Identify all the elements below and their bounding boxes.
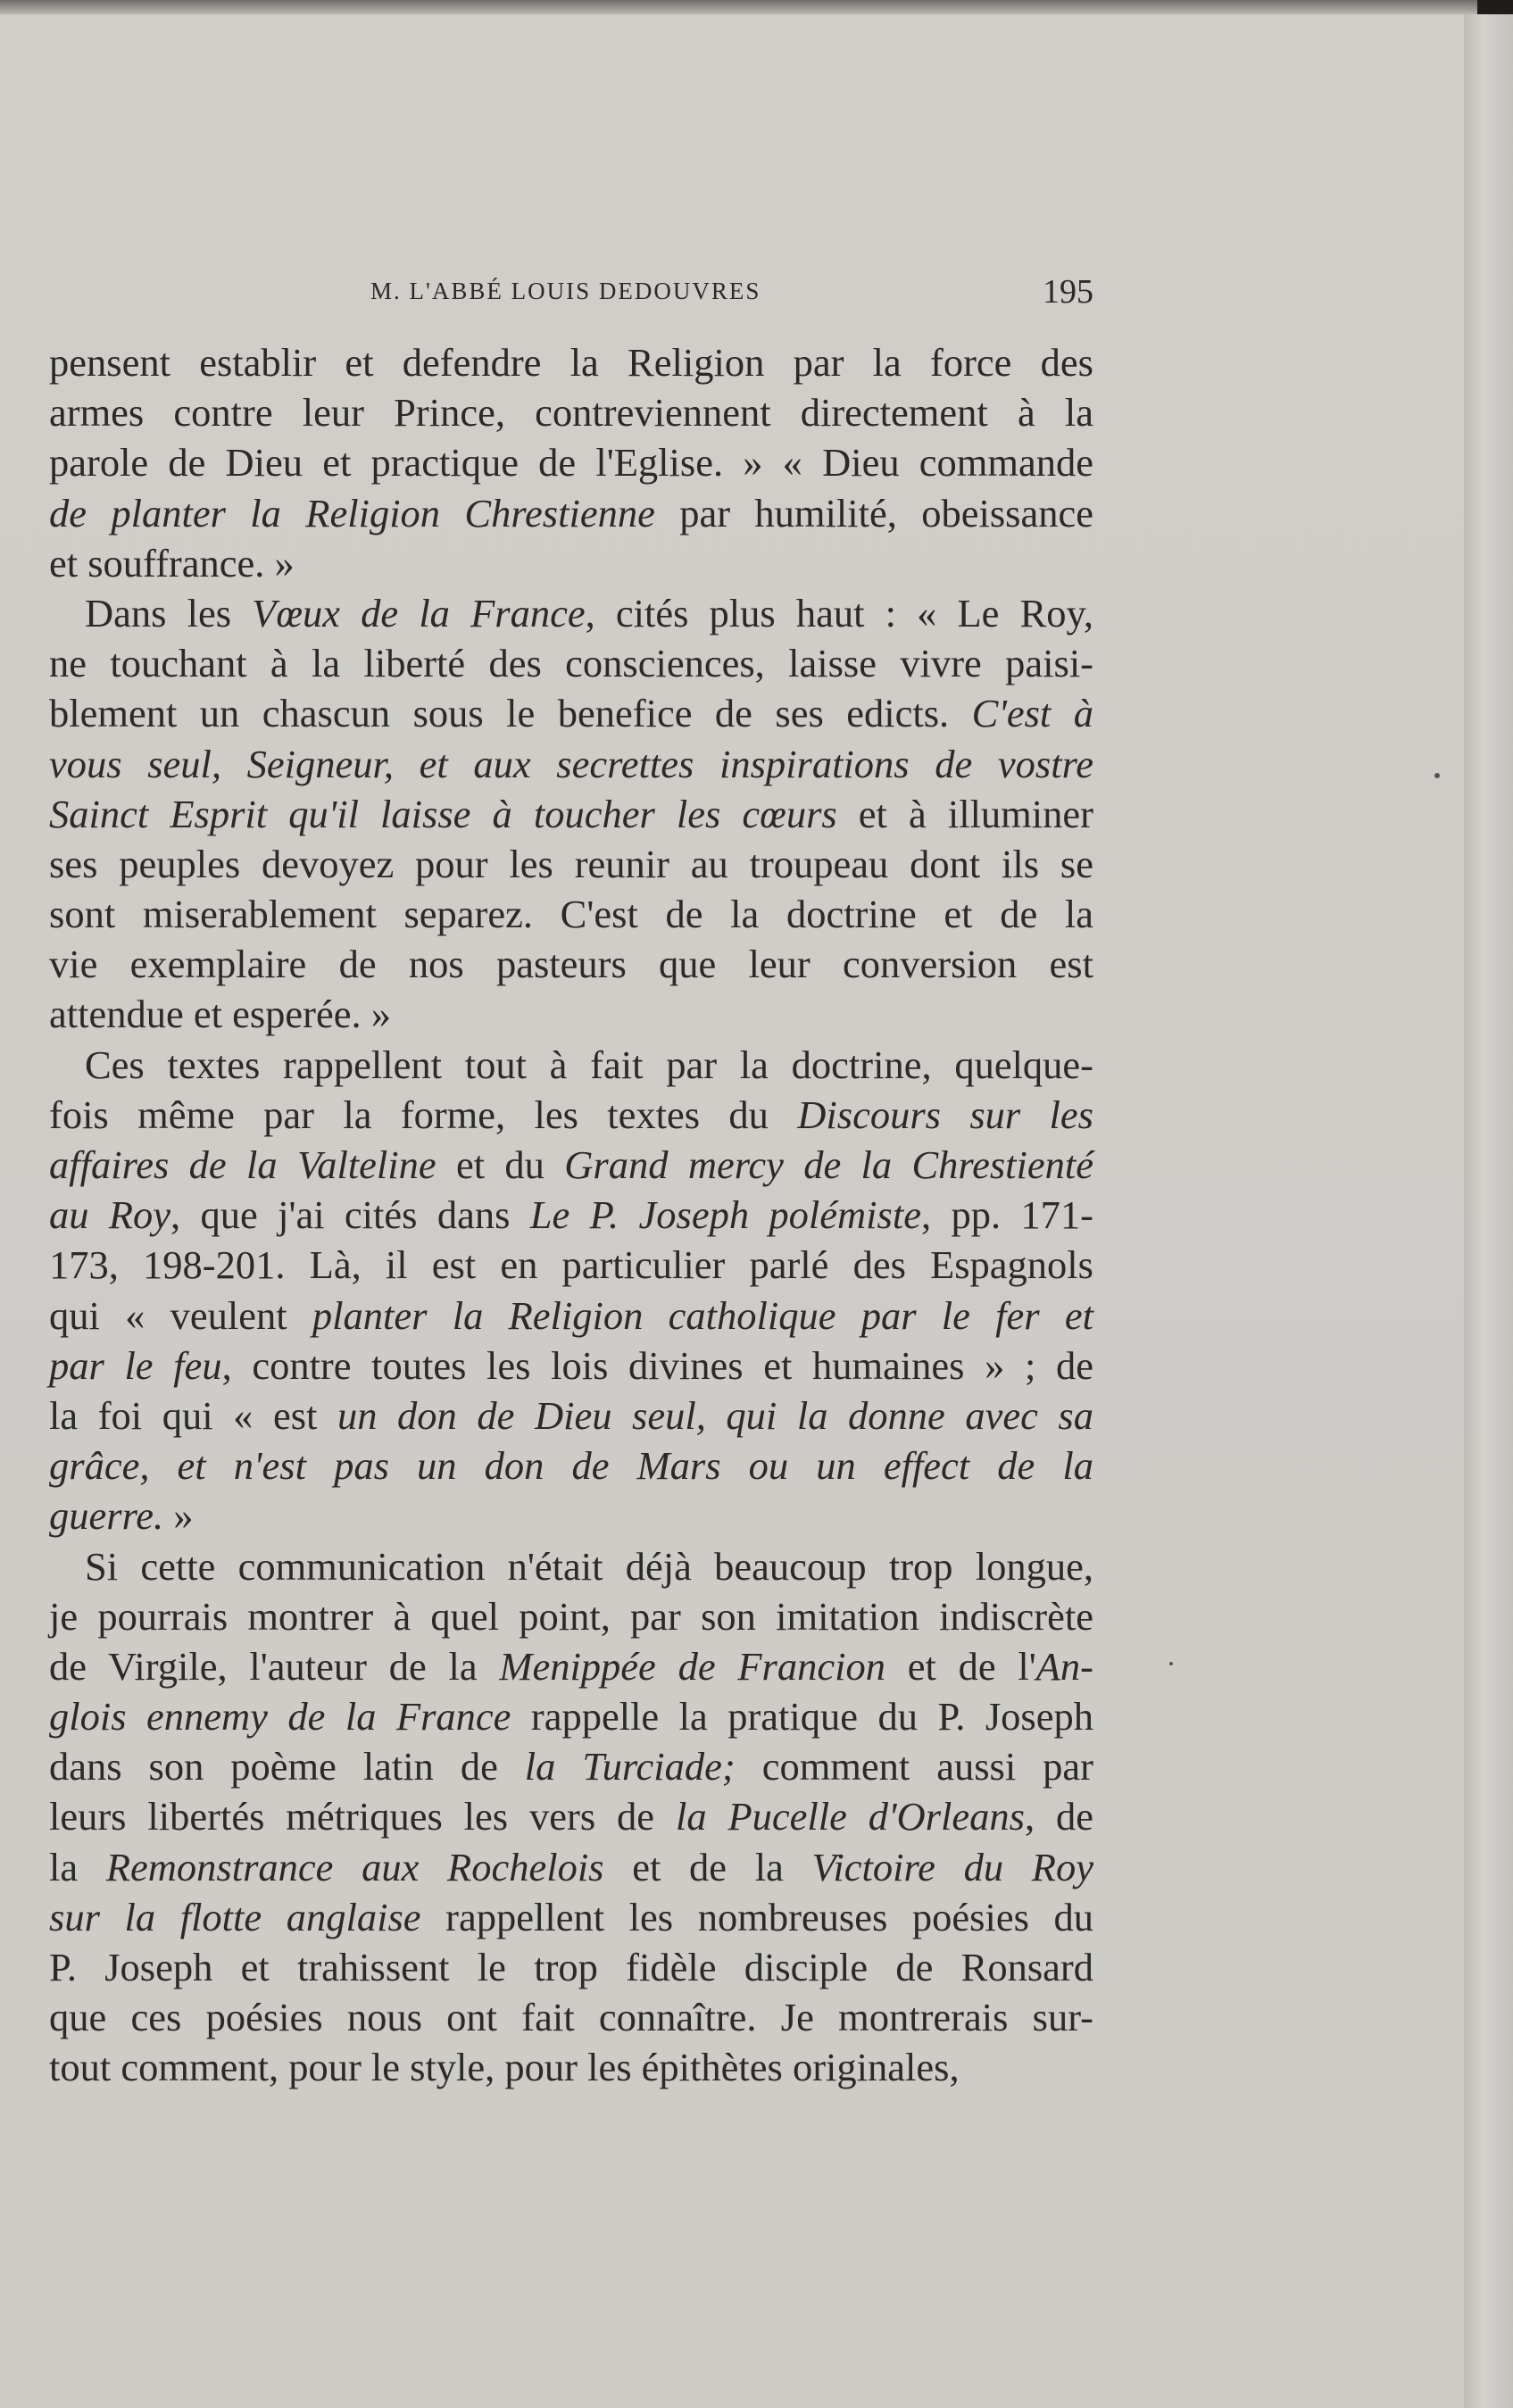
text-run: et de l'	[885, 1643, 1036, 1689]
text-line	[49, 588, 1093, 638]
text-run: parole de Dieu et practique de l'Eglise. » « Dieu commande	[49, 440, 1093, 486]
text-line	[49, 1090, 1093, 1140]
text-run: , que j'ai cités dans	[170, 1192, 530, 1238]
text-line	[49, 839, 1093, 889]
italic-text: la Pucelle d'Orleans	[675, 1794, 1025, 1839]
text-run: leurs libertés métriques les vers de	[49, 1794, 676, 1839]
italic-text: vous seul, Seigneur, et aux secrettes inspirations de vostre	[49, 741, 1093, 786]
text-run: comment aussi par	[735, 1744, 1093, 1789]
text-run: la	[49, 1844, 106, 1889]
text-run: et de la	[603, 1844, 812, 1889]
text-run: de Virgile, l'auteur de la	[49, 1643, 500, 1689]
text-line	[49, 1140, 1093, 1190]
text-run: armes contre leur Prince, contreviennent directement à la	[49, 390, 1093, 436]
text-line	[49, 488, 1093, 538]
text-line	[49, 1291, 1093, 1341]
text-run: ne touchant à la liberté des consciences, laisse vivre paisi-	[49, 641, 1093, 686]
italic-text: de planter la Religion Chrestienne	[49, 490, 655, 536]
text-run: dans son poème latin de	[49, 1744, 525, 1789]
italic-text: sur la flotte anglaise	[49, 1894, 421, 1939]
italic-text: la Turciade;	[524, 1744, 736, 1789]
text-line	[49, 638, 1093, 688]
text-run: qui « veulent	[49, 1292, 312, 1338]
text-line	[49, 688, 1093, 738]
page-edge	[1464, 0, 1513, 2408]
text-run: attendue et esperée. »	[49, 992, 391, 1037]
text-line	[49, 739, 1093, 789]
italic-text: Menippée de Francion	[499, 1643, 885, 1689]
text-run: Dans les	[85, 590, 253, 635]
italic-text: glois ennemy de la France	[49, 1694, 511, 1740]
text-line	[49, 1240, 1093, 1290]
scan-corner	[1477, 0, 1513, 14]
text-line	[49, 1541, 1093, 1591]
text-line	[49, 437, 1093, 487]
text-line	[49, 1591, 1093, 1641]
italic-text: planter la Religion catholique par le fer et	[312, 1292, 1093, 1338]
text-run: pensent establir et defendre la Religion par la force des	[49, 340, 1093, 385]
italic-text: grâce, et n'est pas un don de Mars ou un effect de la	[49, 1443, 1093, 1489]
page-number: 195	[1043, 273, 1093, 311]
text-line	[49, 1741, 1093, 1791]
italic-text: An-	[1035, 1643, 1093, 1689]
italic-text: Discours sur les	[797, 1092, 1093, 1137]
text-line	[49, 387, 1093, 437]
scan-speck	[1434, 773, 1440, 778]
text-run: Ces textes rappellent tout à fait par la doctrine, quelque-	[85, 1042, 1093, 1087]
running-head	[370, 272, 1093, 317]
text-line	[49, 1641, 1093, 1691]
italic-text: affaires de la Valteline	[49, 1142, 436, 1187]
text-run: et du	[436, 1142, 565, 1187]
text-run: »	[163, 1493, 194, 1539]
italic-text: Victoire du Roy	[811, 1844, 1093, 1889]
text-run: rappellent les nombreuses poésies du	[420, 1894, 1093, 1939]
italic-text: Le P. Joseph polémiste	[529, 1192, 921, 1238]
text-run: tout comment, pour le style, pour les épithètes originales,	[49, 2045, 960, 2090]
text-line	[49, 1942, 1093, 1992]
italic-text: au Roy	[49, 1192, 171, 1238]
text-line	[49, 1040, 1093, 1090]
body-text	[49, 337, 1093, 2093]
text-run: , de	[1024, 1794, 1093, 1839]
scan-speck	[1169, 1662, 1173, 1665]
italic-text: Remonstrance aux Rochelois	[105, 1844, 604, 1889]
text-run: sont miserablement separez. C'est de la doctrine et de la	[49, 892, 1093, 937]
italic-text: C'est à	[971, 691, 1093, 736]
text-run: Si cette communication n'était déjà beaucoup trop longue,	[85, 1543, 1093, 1589]
text-line	[49, 538, 1093, 588]
text-line	[49, 889, 1093, 939]
text-run: blement un chascun sous le benefice de ses edicts.	[49, 691, 972, 736]
text-line	[49, 1391, 1093, 1441]
italic-text: Grand mercy de la Chrestienté	[564, 1142, 1093, 1187]
running-head-title: M. L'ABBÉ LOUIS DEDOUVRES	[370, 278, 761, 304]
italic-text: un don de Dieu seul, qui la donne avec sa	[337, 1392, 1094, 1438]
text-run: , contre toutes les lois divines et humaines » ; de	[221, 1342, 1093, 1388]
italic-text: Vœux de la France	[252, 590, 586, 635]
text-run: rappelle la pratique du P. Joseph	[511, 1694, 1093, 1740]
italic-text: par le feu	[49, 1342, 222, 1388]
text-line	[49, 2042, 1093, 2092]
italic-text: guerre.	[49, 1493, 164, 1539]
text-line	[49, 337, 1093, 387]
text-line	[49, 1791, 1093, 1841]
text-run: , pp. 171-	[920, 1192, 1093, 1238]
text-run: , cités plus haut : « Le Roy,	[585, 590, 1093, 635]
text-line	[49, 1490, 1093, 1540]
text-line	[49, 1691, 1093, 1741]
text-run: que ces poésies nous ont fait connaître. Je montrerais sur-	[49, 1995, 1093, 2040]
text-run: fois même par la forme, les textes du	[49, 1092, 798, 1137]
text-line	[49, 1441, 1093, 1490]
text-line	[49, 789, 1093, 839]
text-line	[49, 1341, 1093, 1391]
text-run: 173, 198-201. Là, il est en particulier parlé des Espagnols	[49, 1242, 1093, 1288]
text-line	[49, 1992, 1093, 2042]
text-line	[49, 1892, 1093, 1942]
italic-text: Sainct Esprit qu'il laisse à toucher les cœurs	[49, 791, 837, 836]
text-line	[49, 989, 1093, 1039]
text-line	[49, 1190, 1093, 1240]
text-run: la foi qui « est	[49, 1392, 337, 1438]
text-run: vie exemplaire de nos pasteurs que leur conversion est	[49, 942, 1093, 987]
text-run: et à illuminer	[836, 791, 1093, 836]
scan-border	[0, 0, 1513, 14]
text-line	[49, 1842, 1093, 1892]
text-run: par humilité, obeissance	[654, 490, 1093, 536]
text-line	[49, 939, 1093, 989]
text-run: P. Joseph et trahissent le trop fidèle disciple de Ronsard	[49, 1945, 1093, 1989]
text-run: ses peuples devoyez pour les reunir au troupeau dont ils se	[49, 841, 1093, 886]
text-run: je pourrais montrer à quel point, par son imitation indiscrète	[49, 1593, 1093, 1639]
text-run: et souffrance. »	[49, 540, 295, 585]
